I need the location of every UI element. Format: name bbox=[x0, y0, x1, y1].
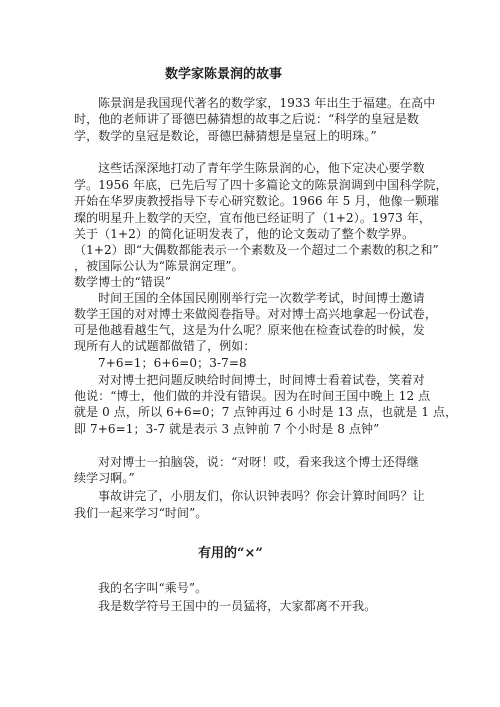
paragraph-line: 学，数学的皇冠是数论，哥德巴赫猜想是皇冠上的明珠。” bbox=[74, 129, 377, 143]
paragraph-line: 陈景润是我国现代著名的数学家，1933 年出生于福建。在高中 bbox=[98, 96, 436, 110]
paragraph-line: 可是他越看越生气，这是为什么呢？原来他在检查试卷的时候，发 bbox=[74, 323, 425, 337]
paragraph-line: 对对博士一拍脑袋，说：“对呀！哎，看来我这个博士还得继 bbox=[98, 455, 419, 469]
example-equations: 7+6=1；6+6=0；3-7=8 bbox=[98, 356, 247, 370]
paragraph-line: ，被国际公认为“陈景润定理”。 bbox=[74, 259, 244, 273]
paragraph-line: 我的名字叫“乘号”。 bbox=[98, 581, 208, 595]
paragraph-line: 事故讲完了，小朋友们，你认识钟表吗？你会计算时间吗？让 bbox=[98, 489, 425, 503]
paragraph-line: 学。1956 年底，已先后写了四十多篇论文的陈景润调到中国科学院， bbox=[74, 178, 448, 192]
story-title: 数学家陈景润的故事 bbox=[165, 67, 283, 82]
paragraph-line: 时，他的老师讲了哥德巴赫猜想的故事之后说：“科学的皇冠是数 bbox=[74, 112, 420, 126]
paragraph-line: 时间王国的全体国民刚刚举行完一次数学考试，时间博士邀请 bbox=[98, 291, 425, 305]
paragraph-line: 我是数学符号王国中的一员猛将，大家都离不开我。 bbox=[98, 599, 377, 613]
paragraph-line: 这些话深深地打动了青年学生陈景润的心，他下定决心要学数 bbox=[98, 161, 425, 175]
paragraph-line: 我们一起来学习“时间”。 bbox=[74, 506, 208, 520]
paragraph-line: 关于（1+2）的简化证明发表了，他的论文轰动了整个数学界。 bbox=[74, 227, 415, 241]
paragraph-line: 数学王国的对对博士来做阅卷指导。对对博士高兴地拿起一份试卷， bbox=[74, 307, 438, 321]
paragraph-line: 对对博士把问题反映给时间博士，时间博士看着试卷，笑着对 bbox=[98, 373, 425, 387]
section-title: 有用的“×” bbox=[198, 546, 263, 561]
paragraph-line: 就是 0 点，所以 6+6=0；7 点钟再过 6 小时是 13 点，也就是 1 点， bbox=[74, 405, 458, 419]
paragraph-line: 他说：“博士，他们做的并没有错误。因为在时间王国中晚上 12 点 bbox=[74, 389, 431, 403]
paragraph-line: 续学习啊。” bbox=[74, 471, 135, 485]
paragraph-line: 现所有人的试题都做错了，例如： bbox=[74, 339, 256, 353]
paragraph-line: 璨的明星升上数学的天空，宣布他已经证明了（1+2）。1973 年， bbox=[74, 211, 431, 225]
paragraph-line: （1+2）即“大偶数都能表示一个素数及一个超过二个素数的积之和” bbox=[74, 243, 439, 257]
section-heading: 数学博士的“错误” bbox=[74, 275, 172, 289]
paragraph-line: 开始在华罗庚教授指导下专心研究数论。1966 年 5 月，他像一颗璀 bbox=[74, 194, 440, 208]
paragraph-line: 即 7+6=1；3-7 就是表示 3 点钟前 7 个小时是 8 点钟” bbox=[74, 422, 380, 436]
